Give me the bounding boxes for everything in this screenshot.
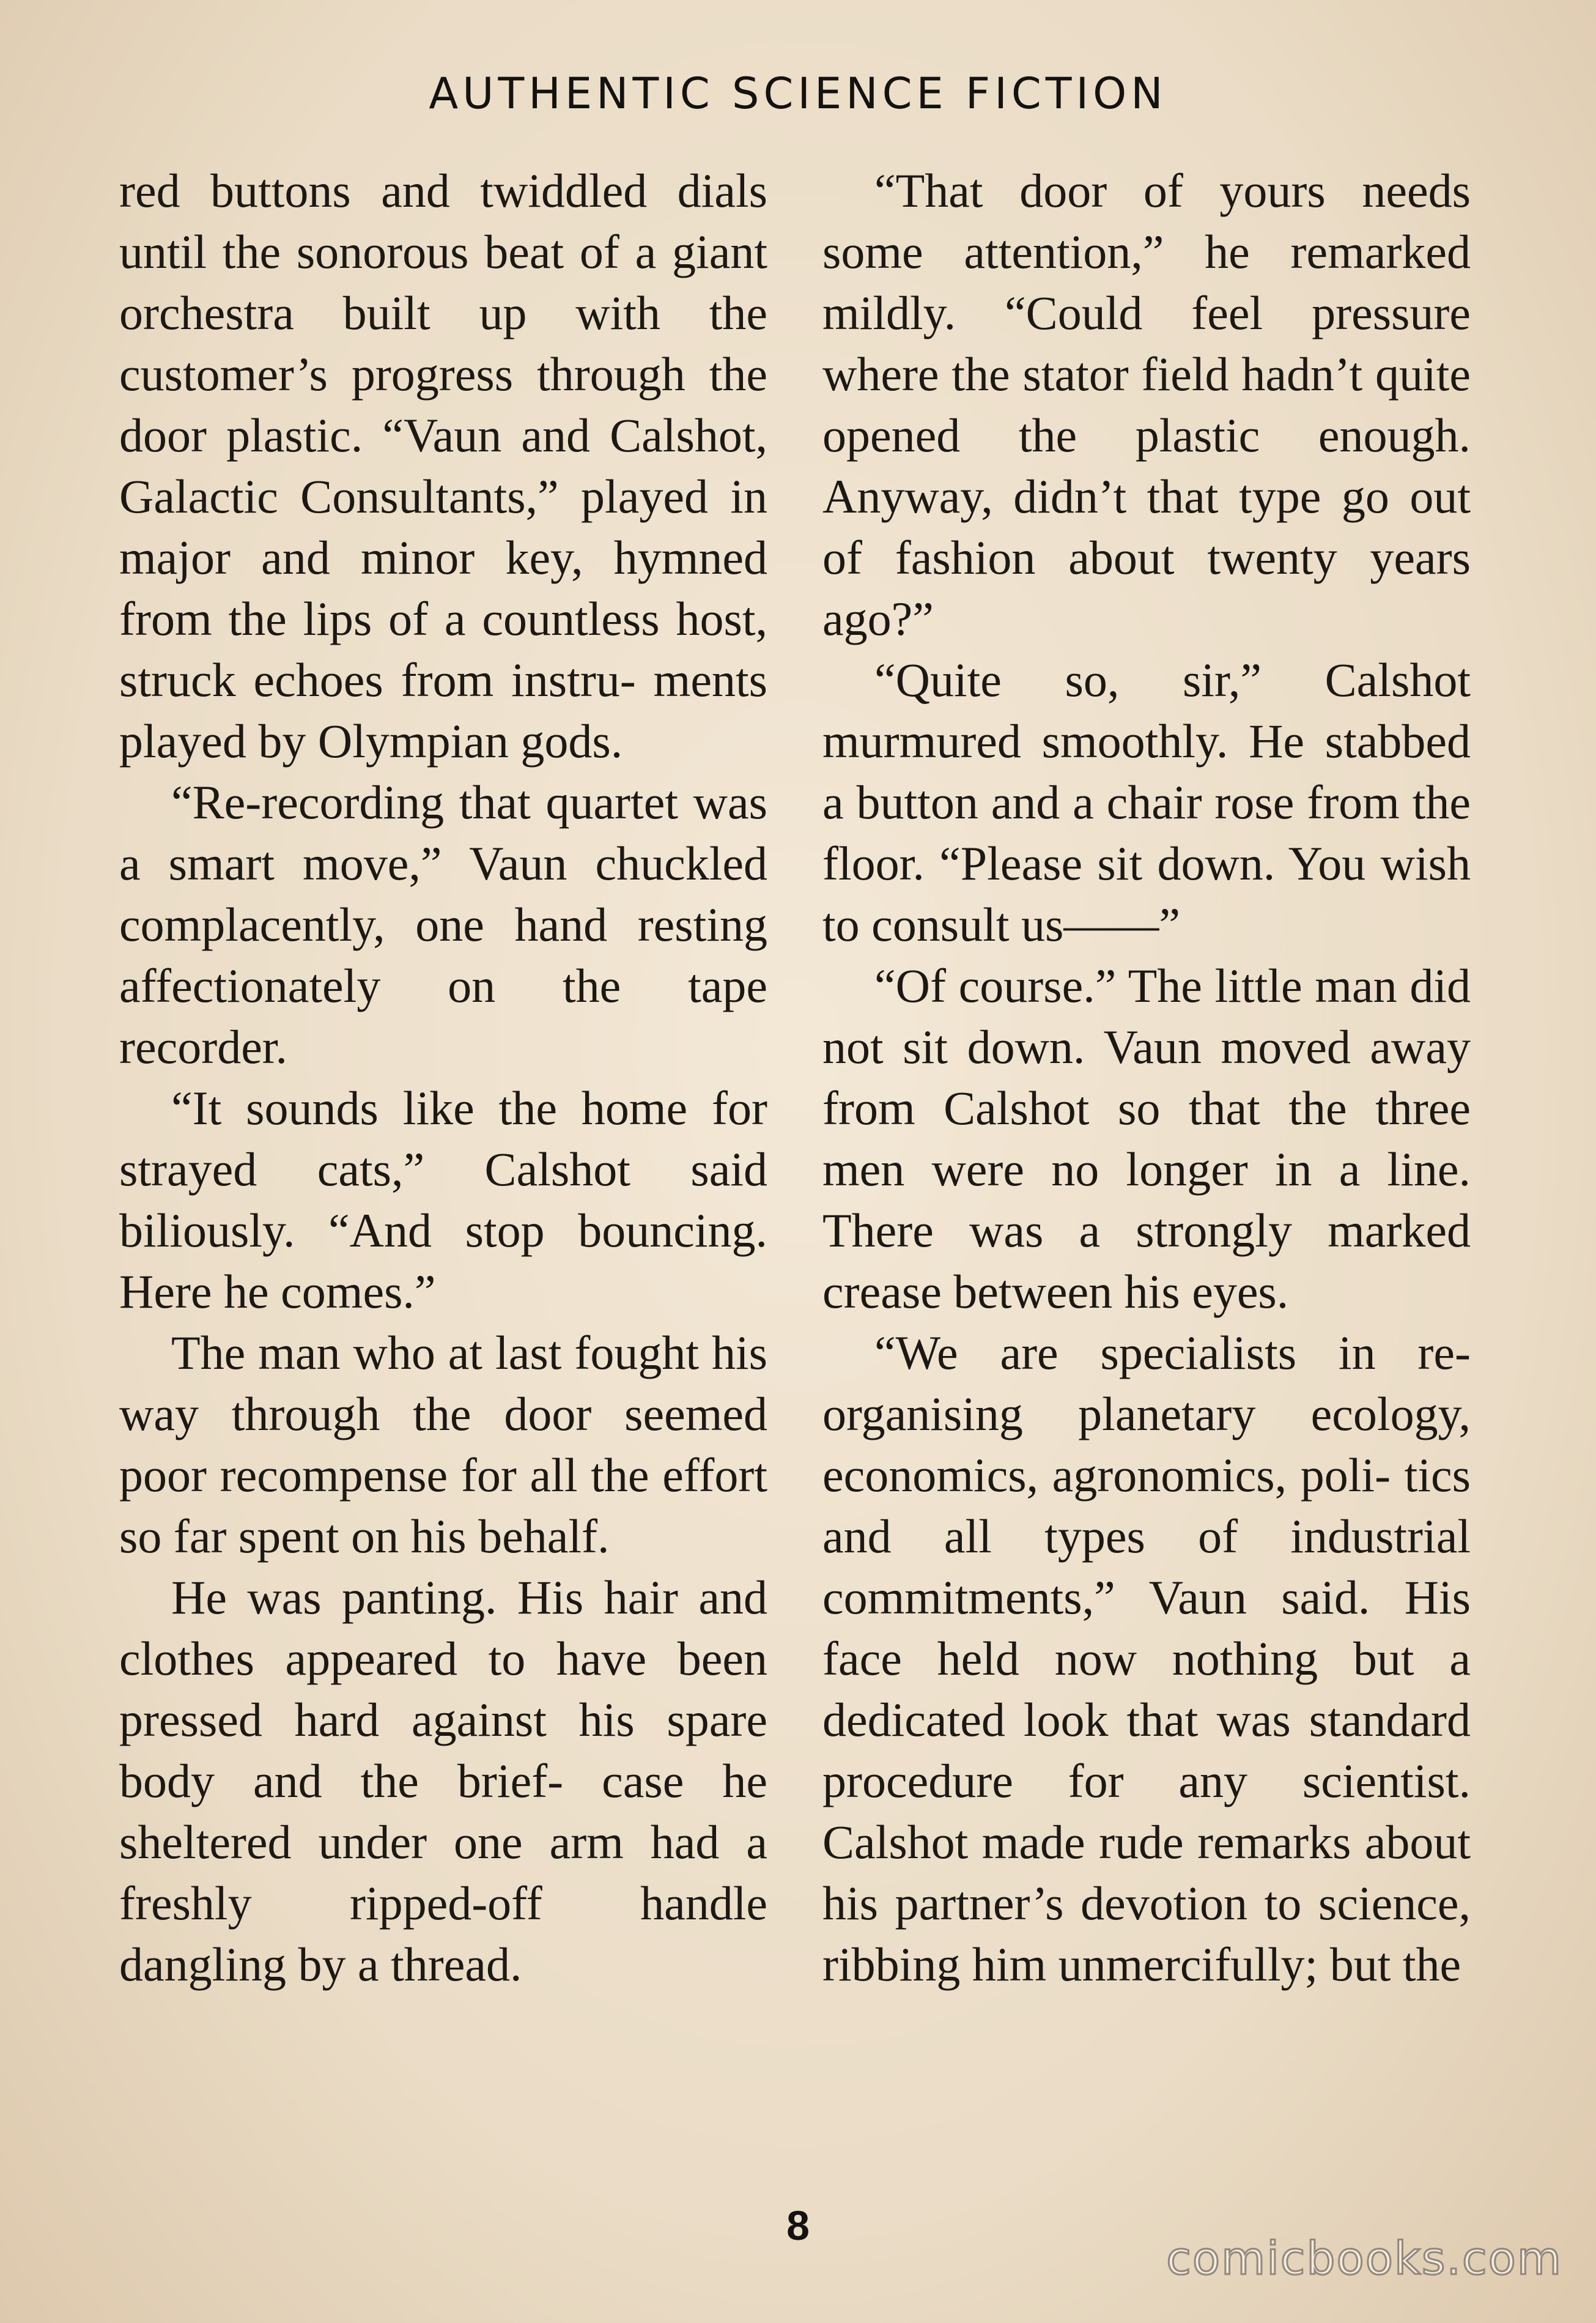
page-number: 8 [786, 2203, 810, 2249]
paragraph: “That door of yours needs some attention,” he remarked mildly. “Could feel pressure where the stator field hadn’t quite opened the plastic enough. Anyway, didn’t that type go out of fashion about twenty years ago?” [822, 164, 1471, 645]
running-head: AUTHENTIC SCIENCE FICTION [429, 69, 1167, 119]
paragraph: “Of course.” The little man did not sit down. Vaun moved away from Calshot so that the three men were no longer in a line. There was a strongly marked crease between his eyes. [822, 959, 1471, 1318]
paragraph: He was panting. His hair and clothes appeared to have been pressed hard against his spare body and the brief- case he sheltered under one arm had a freshly ripped-off handle dangling by a thread. [119, 1571, 767, 1991]
site-watermark: comicbooks.com [1166, 2232, 1562, 2285]
paragraph: “We are specialists in re- organising planetary ecology, economics, agronomics, poli- tics and all types of industrial commitments,” Vaun said. His face held now nothing but a dedicated look that was standard procedure for any scientist. Calshot made rude remarks about his partner’s devotion to science, ribbing him unmercifully; but the [822, 1326, 1471, 1991]
paragraph: “Re-recording that quartet was a smart move,” Vaun chuckled complacently, one hand resting affectionately on the tape recorder. [119, 776, 767, 1073]
paragraph: “It sounds like the home for strayed cats,” Calshot said biliously. “And stop bouncing. Here he comes.” [119, 1081, 767, 1318]
paragraph: The man who at last fought his way through the door seemed poor recompense for all the effort so far spent on his behalf. [119, 1326, 767, 1563]
right-text-column [822, 160, 1471, 1995]
paragraph: “Quite so, sir,” Calshot murmured smoothly. He stabbed a button and a chair rose from the floor. “Please sit down. You wish to consult us——” [822, 653, 1471, 951]
left-text-column [119, 160, 767, 1995]
paragraph: red buttons and twiddled dials until the sonorous beat of a giant orchestra built up with the customer’s progress through the door plastic. “Vaun and Calshot, Galactic Consultants,” played in major and minor key, hymned from the lips of a countless host, struck echoes from instru- ments played by Olympian gods. [119, 164, 767, 768]
